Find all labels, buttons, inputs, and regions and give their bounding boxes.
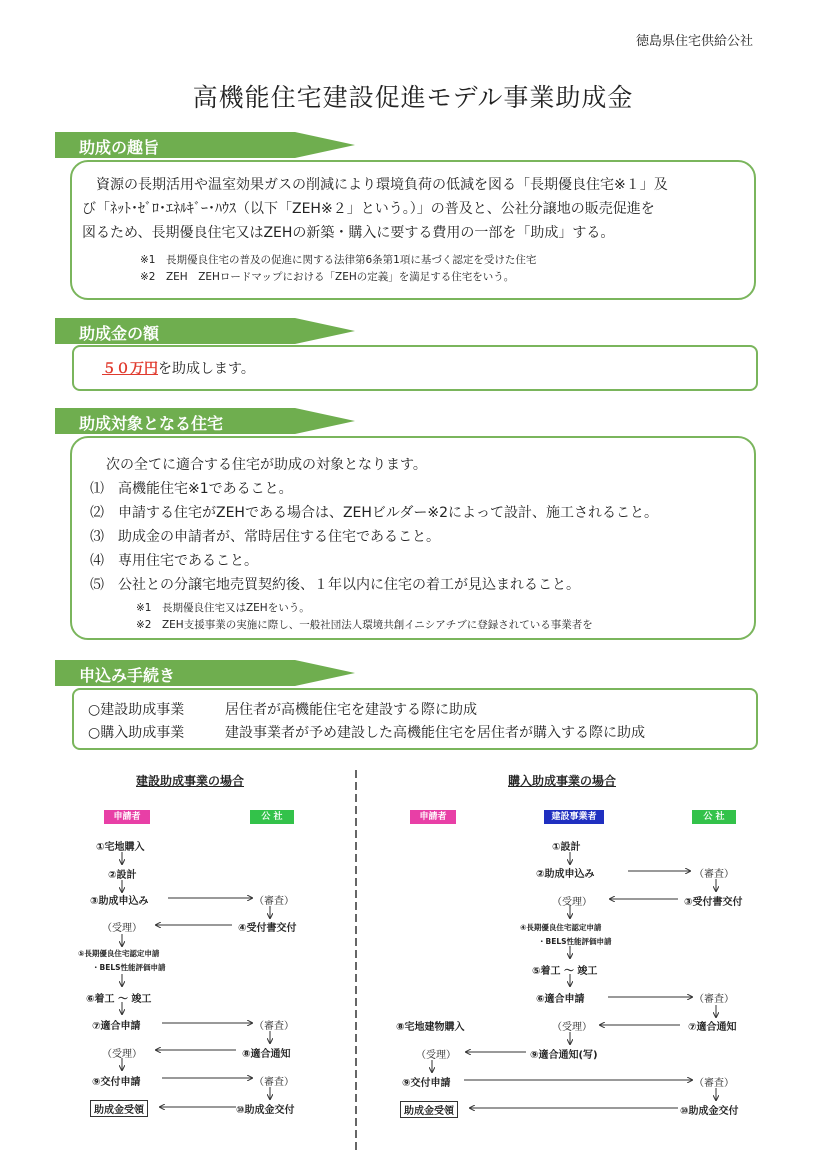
procedure-construct-label: ○建設助成事業 (88, 702, 185, 718)
page-title: 高機能住宅建設促進モデル事業助成金 (192, 83, 634, 112)
org-name: 徳島県住宅供給公社 (635, 34, 753, 49)
flow-left-step-3: ③助成申込み (90, 896, 149, 907)
flow-right-step-1: ①設計 (552, 842, 581, 853)
flow-left-shinsa-1: （審査） (254, 896, 294, 907)
purpose-line-3: 図るため、長期優良住宅又はZEHの新築・購入に要する費用の一部を「助成」する。 (82, 225, 615, 241)
flow-left-received: 助成金受領 (90, 1100, 148, 1117)
flow-left-step-7: ⑦適合申請 (92, 1021, 141, 1032)
flow-right-step-2: ②助成申込み (536, 869, 595, 880)
purpose-note-2: ※2 ZEH ZEHロードマップにおける「ZEHの定義」を満足する住宅をいう。 (140, 271, 515, 283)
procedure-purchase-desc: 建設事業者が予め建設した高機能住宅を居住者が購入する際に助成 (225, 725, 645, 741)
target-item-4: ⑷ 専用住宅であること。 (90, 553, 258, 569)
flow-right-juri-1: （受理） (552, 897, 592, 908)
flow-left-step-2: ②設計 (108, 870, 137, 881)
flow-left-applicant-tag: 申請者 (104, 810, 150, 824)
flow-right-step-9: ⑨交付申請 (402, 1078, 451, 1089)
flow-right-step-7: ⑦適合通知 (688, 1022, 737, 1033)
flow-left-step-5a: ⑤長期優良住宅認定申請 (78, 949, 160, 958)
target-item-2: ⑵ 申請する住宅がZEHである場合は、ZEHビルダー※2によって設計、施工されること。 (90, 505, 659, 521)
procedure-construct-desc: 居住者が高機能住宅を建設する際に助成 (225, 702, 477, 718)
flow-left-shinsa-2: （審査） (254, 1021, 294, 1032)
flow-left-step-8: ⑧適合通知 (242, 1049, 291, 1060)
target-note-1: ※1 長期優良住宅又はZEHをいう。 (136, 602, 310, 614)
flow-left-shinsa-3: （審査） (254, 1077, 294, 1088)
procedure-purchase-label: ○購入助成事業 (88, 725, 185, 741)
flow-right-shinsa-1: （審査） (694, 869, 734, 880)
flow-right-corp-tag: 公 社 (692, 810, 736, 824)
target-item-3: ⑶ 助成金の申請者が、常時居住する住宅であること。 (90, 529, 440, 545)
purpose-note-1: ※1 長期優良住宅の普及の促進に関する法律第6条第1項に基づく認定を受けた住宅 (140, 254, 537, 266)
flow-right-builder-tag: 建設事業者 (544, 810, 604, 824)
flow-left-corp-tag: 公 社 (250, 810, 294, 824)
flow-left-step-1: ①宅地購入 (96, 842, 145, 853)
flow-left-title: 建設助成事業の場合 (136, 774, 245, 788)
flow-right-step-5: ⑤着工 ～ 竣工 (532, 966, 598, 977)
target-item-5: ⑸ 公社との分譲宅地売買契約後、１年以内に住宅の着工が見込まれること。 (90, 577, 580, 593)
flow-right-shinsa-3: （審査） (694, 1078, 734, 1089)
purpose-line-1: 資源の長期活用や温室効果ガスの削減により環境負荷の低減を図る「長期優良住宅※１」及 (82, 177, 668, 193)
flow-right-received: 助成金受領 (400, 1101, 458, 1118)
flow-right-step-4b: ・BELS性能評価申請 (538, 937, 612, 946)
target-item-1: ⑴ 高機能住宅※1であること。 (90, 481, 293, 497)
flow-right-step-10: ⑩助成金交付 (680, 1106, 739, 1117)
flow-right-step-9-copy: ⑨適合通知(写) (530, 1050, 598, 1061)
flow-right-shinsa-2: （審査） (694, 994, 734, 1005)
flow-right-title: 購入助成事業の場合 (508, 774, 617, 788)
flow-right-step-3: ③受付書交付 (684, 897, 743, 908)
flow-right-step-4a: ④長期優良住宅認定申請 (520, 923, 602, 932)
flow-diagrams (0, 760, 826, 1160)
target-note-2: ※2 ZEH支援事業の実施に際し、一般社団法人環境共創イニシアチブに登録されている事業者を (136, 619, 593, 631)
flow-right-juri-2: （受理） (552, 1022, 592, 1033)
flow-right-juri-3: （受理） (416, 1050, 456, 1061)
flow-left-step-6: ⑥着工 ～ 竣工 (86, 994, 152, 1005)
flow-right-applicant-tag: 申請者 (410, 810, 456, 824)
flow-left-step-9: ⑨交付申請 (92, 1077, 141, 1088)
target-intro: 次の全てに適合する住宅が助成の対象となります。 (106, 457, 427, 473)
flow-left-step-4: ④受付書交付 (238, 923, 297, 934)
flow-right-step-8: ⑧宅地建物購入 (396, 1022, 465, 1033)
flow-left-juri-1: （受理） (102, 923, 142, 934)
flow-left-step-5b: ・BELS性能評価申請 (92, 963, 166, 972)
flow-left-step-10: ⑩助成金交付 (236, 1105, 295, 1116)
amount-value: ５０万円 (102, 361, 158, 377)
flow-left-juri-2: （受理） (102, 1049, 142, 1060)
amount-text: ５０万円を助成します。 (102, 361, 255, 377)
flow-right-step-6: ⑥適合申請 (536, 994, 585, 1005)
purpose-line-2: び「ﾈｯﾄ･ｾﾞﾛ･ｴﾈﾙｷﾞｰ･ﾊｳｽ（以下「ZEH※２」という。）」の普及と、公社分譲地の販売促進を (82, 201, 655, 217)
